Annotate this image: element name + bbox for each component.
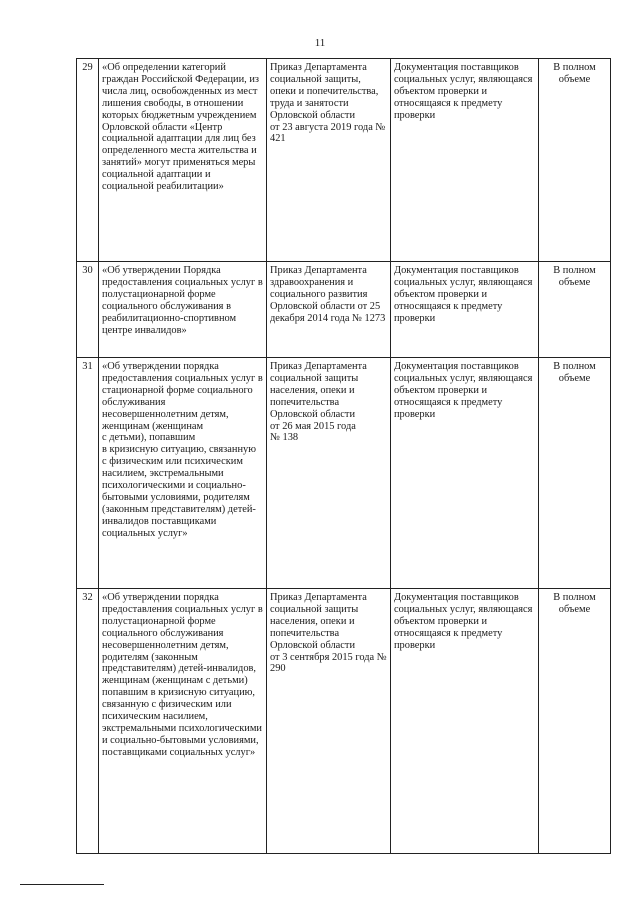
issuing-order: Приказ Департамента социальной защиты населения, опеки и попечительства Орловской области от 26 мая 2015 года № 138 [267,358,391,589]
row-number: 32 [77,589,99,854]
regulations-table [76,58,611,854]
inspected-documents: Документация поставщиков социальных услуг, являющаяся объектом проверки и относящаяся к предмету проверки [391,358,539,589]
inspected-documents: Документация поставщиков социальных услуг, являющаяся объектом проверки и относящаяся к предмету проверки [391,262,539,358]
table-row [77,262,611,358]
act-title: «Об утверждении порядка предоставления социальных услуг в полустационарной форме социального обслуживания несовершеннолетним детям, родителям (законным представителям) детей-инвалидов, женщинам (женщинам с детьми) попавшим в кризисную ситуацию, связанную с физическим или психическим насилием, экстремальными психологическими и социально-бытовыми условиями, поставщиками социальных услуг» [99,589,267,854]
issuing-order: Приказ Департамента здравоохранения и социального развития Орловской области от 25 декабря 2014 года № 1273 [267,262,391,358]
inspection-scope: В полном объеме [539,358,611,589]
act-title: «Об определении категорий граждан Российской Федерации, из числа лиц, освобожденных из мест лишения свободы, в отношении которых бюджетным учреждением Орловской области «Центр социальной адаптации для лиц без определенного места жительства и занятий» могут применяться меры социальной адаптации и социальной реабилитации» [99,59,267,262]
row-number: 29 [77,59,99,262]
inspected-documents: Документация поставщиков социальных услуг, являющаяся объектом проверки и относящаяся к предмету проверки [391,59,539,262]
act-title: «Об утверждении Порядка предоставления социальных услуг в полустационарной форме социального обслуживания в реабилитационно-спортивном центре инвалидов» [99,262,267,358]
issuing-order: Приказ Департамента социальной защиты населения, опеки и попечительства Орловской области от 3 сентября 2015 года № 290 [267,589,391,854]
inspection-scope: В полном объеме [539,59,611,262]
table-row [77,358,611,589]
row-number: 31 [77,358,99,589]
row-number: 30 [77,262,99,358]
footnote-separator [20,884,104,885]
table-row [77,589,611,854]
inspected-documents: Документация поставщиков социальных услуг, являющаяся объектом проверки и относящаяся к предмету проверки [391,589,539,854]
inspection-scope: В полном объеме [539,262,611,358]
inspection-scope: В полном объеме [539,589,611,854]
table-row [77,59,611,262]
page-number: 11 [314,37,326,49]
issuing-order: Приказ Департамента социальной защиты, опеки и попечительства, труда и занятости Орловской области от 23 августа 2019 года № 421 [267,59,391,262]
act-title: «Об утверждении порядка предоставления социальных услуг в стационарной форме социального обслуживания несовершеннолетним детям, женщинам (женщинам с детьми), попавшим в кризисную ситуацию, связанную с физическим или психическим насилием, экстремальными психологическими и социально-бытовыми условиями, родителям (законным представителям) детей-инвалидов поставщиками социальных услуг» [99,358,267,589]
